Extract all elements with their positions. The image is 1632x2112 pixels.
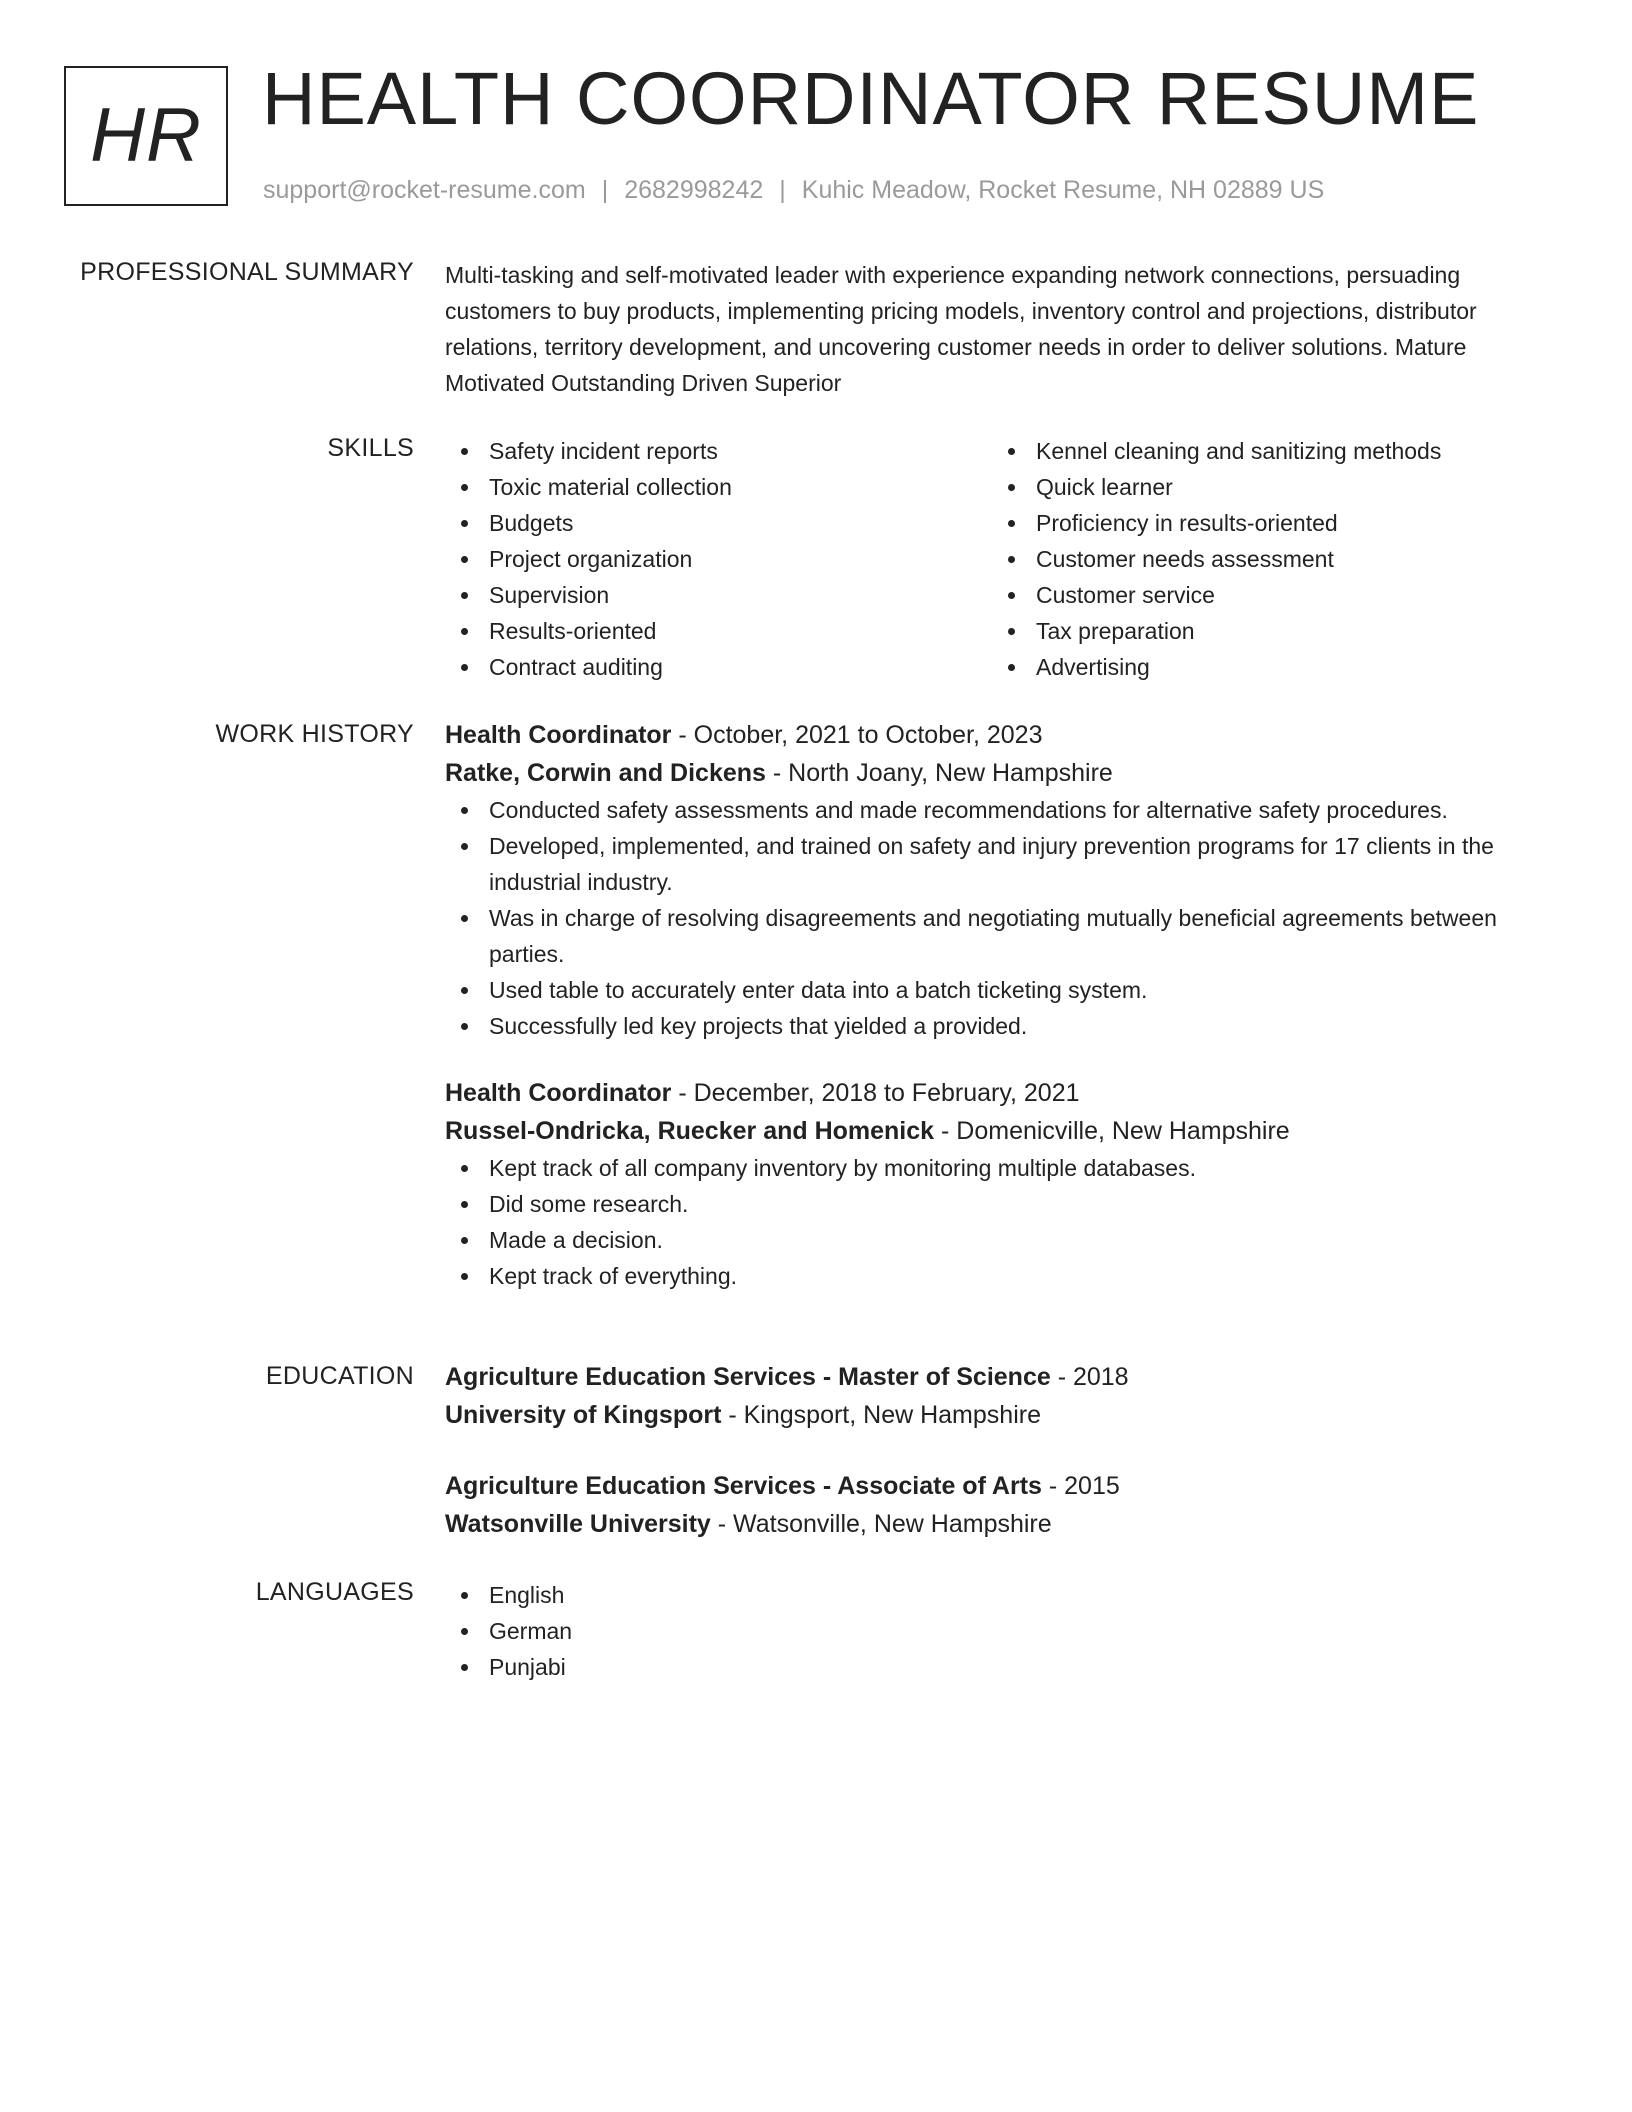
contact-address: Kuhic Meadow, Rocket Resume, NH 02889 US [801,176,1325,204]
education-degree: Agriculture Education Services - Associate of Arts [445,1472,1042,1500]
skills-section [445,433,1545,685]
skill-item: Tax preparation [992,613,1539,649]
skill-item: Toxic material collection [445,469,992,505]
job-employer-line [445,1112,1545,1150]
contact-separator: | [779,176,786,204]
section-label-languages: LANGUAGES [255,1578,414,1606]
job-duty: Successfully led key projects that yielded a provided. [445,1008,1545,1044]
summary-section [445,257,1545,401]
job-entry [445,716,1545,1044]
contact-separator: | [601,176,609,204]
skill-item: Kennel cleaning and sanitizing methods [992,433,1539,469]
job-duties-list [445,792,1545,1044]
languages-list [445,1577,1545,1685]
skills-list-right [992,433,1539,685]
contact-email[interactable]: support@rocket-resume.com [263,176,586,204]
education-location: - Kingsport, New Hampshire [721,1401,1041,1429]
skill-item: Proficiency in results-oriented [992,505,1539,541]
contact-line [263,176,1324,205]
job-heading [445,716,1545,754]
job-duty: Conducted safety assessments and made recommendations for alternative safety procedures. [445,792,1545,828]
section-label-skills: SKILLS [327,434,414,462]
education-year: - 2015 [1041,1472,1120,1500]
job-company: Ratke, Corwin and Dickens [445,759,766,787]
job-heading [445,1074,1545,1112]
education-school-line [445,1396,1545,1434]
languages-section [445,1577,1545,1685]
skill-item: Safety incident reports [445,433,992,469]
skill-item: Quick learner [992,469,1539,505]
language-item: Punjabi [445,1649,1545,1685]
education-section [445,1358,1545,1543]
monogram-box [64,66,228,206]
summary-text: Multi-tasking and self-motivated leader with experience expanding network connections, persuading customers to buy products, implementing pricing models, inventory control and projections, distributor relations, territory development, and uncovering customer needs in order to deliver solutions. Mature Motivated Outstanding Driven Superior [445,262,1477,396]
job-company: Russel-Ondricka, Ruecker and Homenick [445,1117,935,1145]
job-location: - North Joany, New Hampshire [765,759,1113,787]
education-heading [445,1467,1545,1505]
job-duty: Used table to accurately enter data into a batch ticketing system. [445,972,1545,1008]
job-title: Health Coordinator [445,721,672,749]
job-entry [445,1074,1545,1294]
section-label-summary: PROFESSIONAL SUMMARY [80,258,414,286]
education-entry [445,1467,1545,1543]
skill-item: Customer needs assessment [992,541,1539,577]
resume-title: HEALTH COORDINATOR RESUME [262,57,1480,140]
education-school: University of Kingsport [445,1401,722,1429]
education-heading [445,1358,1545,1396]
job-dates: - December, 2018 to February, 2021 [671,1079,1080,1107]
education-school: Watsonville University [445,1510,711,1538]
job-title: Health Coordinator [445,1079,672,1107]
job-dates: - October, 2021 to October, 2023 [671,721,1043,749]
skill-item: Results-oriented [445,613,992,649]
education-degree: Agriculture Education Services - Master of Science [445,1363,1051,1391]
education-school-line [445,1505,1545,1543]
skills-grid [445,433,1545,685]
section-label-work-history: WORK HISTORY [215,720,414,748]
job-duty: Made a decision. [445,1222,1545,1258]
job-duty: Developed, implemented, and trained on safety and injury prevention programs for 17 clients in the industrial industry. [445,828,1545,900]
job-location: - Domenicville, New Hampshire [934,1117,1290,1145]
skill-item: Supervision [445,577,992,613]
language-item: German [445,1613,1545,1649]
contact-phone[interactable]: 2682998242 [624,176,764,204]
job-employer-line [445,754,1545,792]
education-location: - Watsonville, New Hampshire [710,1510,1052,1538]
monogram-initials: HR [90,93,202,178]
job-duty: Kept track of everything. [445,1258,1545,1294]
section-label-education: EDUCATION [265,1362,414,1390]
job-duty: Kept track of all company inventory by monitoring multiple databases. [445,1150,1545,1186]
education-year: - 2018 [1050,1363,1129,1391]
job-duties-list [445,1150,1545,1294]
skill-item: Project organization [445,541,992,577]
skill-item: Contract auditing [445,649,992,685]
skill-item: Budgets [445,505,992,541]
job-duty: Did some research. [445,1186,1545,1222]
job-duty: Was in charge of resolving disagreements and negotiating mutually beneficial agreements between parties. [445,900,1545,972]
skill-item: Customer service [992,577,1539,613]
education-entry [445,1358,1545,1434]
skills-list-left [445,433,992,685]
language-item: English [445,1577,1545,1613]
work-history-section [445,716,1545,1294]
skill-item: Advertising [992,649,1539,685]
